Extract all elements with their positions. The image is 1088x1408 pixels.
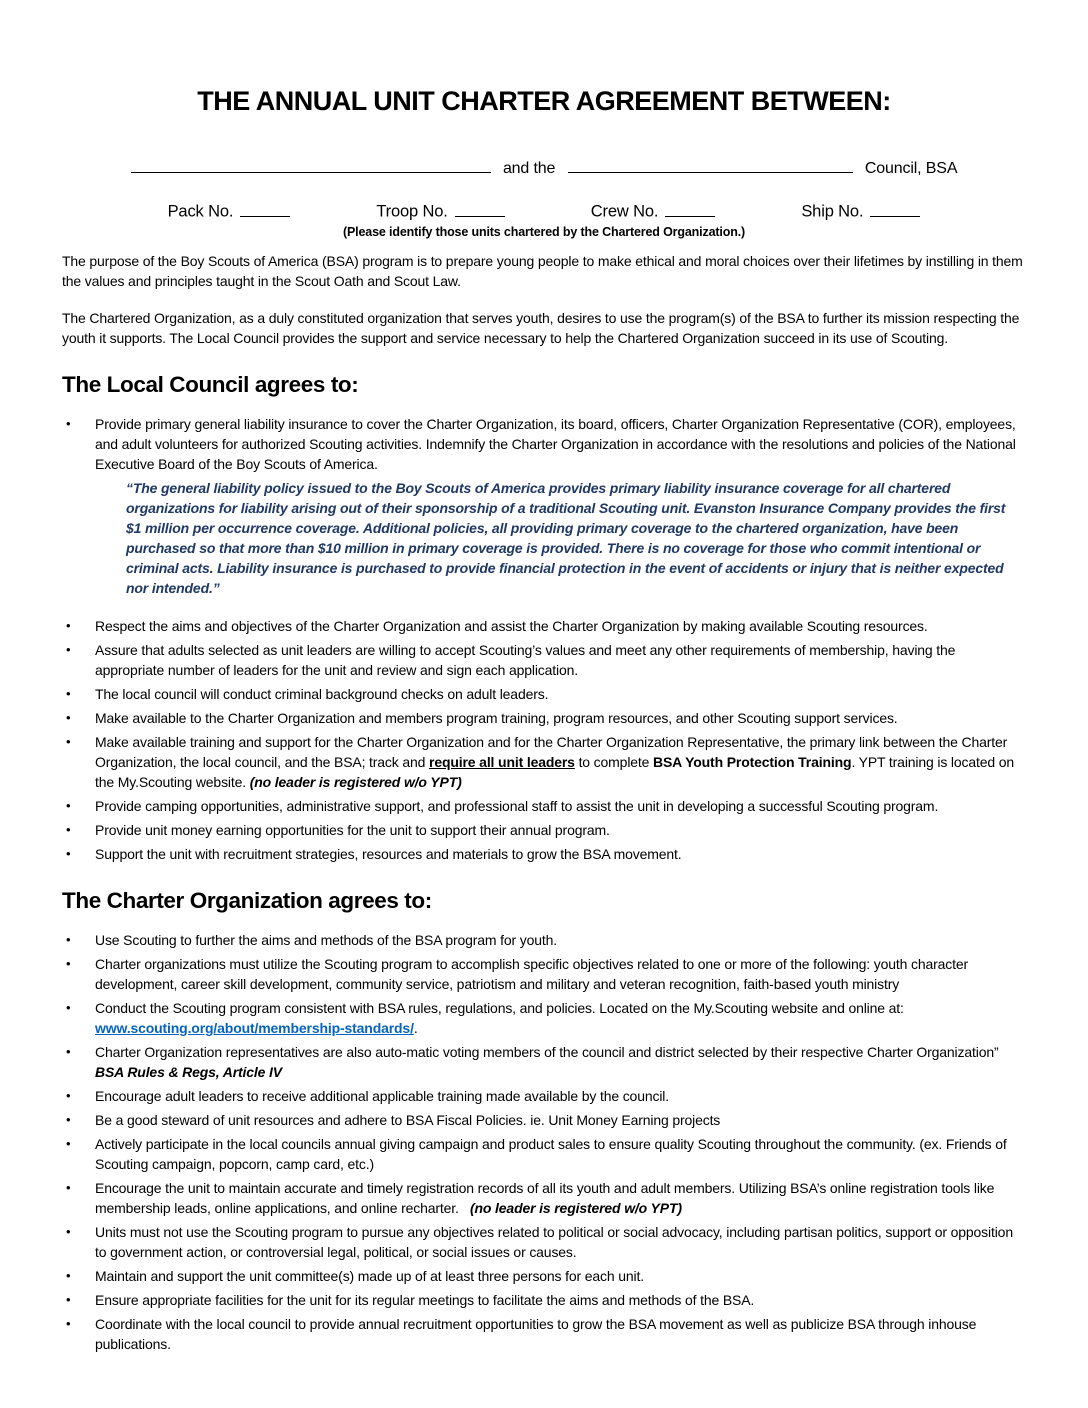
unit-number-field-1	[376, 200, 504, 222]
bullet-text: Respect the aims and objectives of the Charter Organization and assist the Charter Organization by making available Scouting resources.	[95, 617, 928, 634]
sections	[62, 372, 1026, 1354]
bullet-dot-icon: •	[66, 1111, 71, 1127]
bullet-text: BSA Youth Protection Training	[653, 753, 852, 770]
bullet-text: Ensure appropriate facilities for the unit for its regular meetings to facilitate the aims and methods of the BSA.	[95, 1291, 755, 1308]
unit-number-field-2	[591, 200, 716, 222]
bullet-text: Provide unit money earning opportunities for the unit to support their annual program.	[95, 821, 610, 838]
bullet-text: Assure that adults selected as unit leaders are willing to accept Scouting’s values and meet any other requirements of membership, having the appropriate number of leaders for the unit and review and sign each application.	[95, 641, 956, 678]
agreement-section-1	[62, 888, 1026, 1354]
bullet-dot-icon: •	[66, 797, 71, 813]
bullet-dot-icon: •	[66, 845, 71, 861]
unit-number-label: Pack No.	[167, 202, 234, 221]
bullet-text: .	[413, 1019, 418, 1036]
bullet-dot-icon: •	[66, 821, 71, 837]
bullet-dot-icon: •	[66, 931, 71, 947]
bullet-item	[62, 954, 1026, 994]
bullet-item	[62, 1314, 1026, 1354]
bullet-text: Units must not use the Scouting program to pursue any objectives related to political or social advocacy, including partisan politics, support or opposition to government action, or controversial legal, political, or social issues or causes.	[95, 1223, 1013, 1260]
bullet-item	[62, 820, 1026, 840]
bullet-text: Conduct the Scouting program consistent with BSA rules, regulations, and policies. Located on the My.Scouting website and online at:	[95, 999, 904, 1016]
bullet-text: (no leader is registered w/o YPT)	[470, 1199, 682, 1216]
bullet-text: BSA Rules & Regs, Article IV	[95, 1063, 282, 1080]
unit-number-label: Troop No.	[376, 202, 448, 221]
bullet-item	[62, 930, 1026, 950]
bullet-text: (no leader is registered w/o YPT)	[249, 773, 462, 790]
bullet-text: Maintain and support the unit committee(s) made up of at least three persons for each unit.	[95, 1267, 644, 1284]
bullet-text: Charter Organization representatives are also auto-matic voting members of the council and district selected by their respective Charter Organization”	[95, 1043, 999, 1060]
bullet-text: Charter organizations must utilize the Scouting program to accomplish specific objectives related to one or more of the following: youth character development, career skill development, community service, patriotism and military and veteran recognition, faith-based youth ministry	[95, 955, 968, 992]
unit-number-blank[interactable]	[665, 200, 715, 217]
bullet-dot-icon: •	[66, 1315, 71, 1331]
bullet-item	[62, 732, 1026, 792]
intro-paragraph: The purpose of the Boy Scouts of America (BSA) program is to prepare young people to make ethical and moral choices over their lifetimes by instilling in them the values and principles taught in the Scout Oath and Scout Law.	[62, 252, 1023, 289]
membership-standards-link[interactable]: www.scouting.org/about/membership-standards/	[95, 1019, 414, 1036]
bullet-text: Coordinate with the local council to provide annual recruitment opportunities to grow the BSA movement as well as publicize BSA through inhouse publications.	[95, 1315, 977, 1352]
bullet-item	[62, 1222, 1026, 1262]
unit-number-field-0	[168, 200, 291, 222]
bullet-dot-icon: •	[66, 617, 71, 633]
bullet-item	[62, 708, 1026, 728]
liability-insurance-quote: “The general liability policy issued to the Boy Scouts of America provides primary liability insurance coverage for all chartered organizations for liability arising out of their sponsorship of a traditional Scouting unit. Evanston Insurance Company provides the first $1 million per occurrence coverage. Additional policies, all providing primary coverage to the chartered organization, have been purchased so that more than $10 million in primary coverage is provided. There is no coverage for those who commit intentional or criminal acts. Liability insurance is purchased to provide financial protection in the event of accidents or injury that is neither expected nor intended.”	[126, 479, 1006, 596]
bullet-item	[62, 1042, 1026, 1082]
unit-note: (Please identify those units chartered by the Chartered Organization.)	[342, 224, 746, 239]
bullet-dot-icon: •	[66, 999, 71, 1015]
bullet-item	[62, 640, 1026, 680]
bullet-dot-icon: •	[66, 641, 71, 657]
bullet-dot-icon: •	[66, 415, 71, 431]
parties-line	[62, 157, 1026, 178]
bullet-text: Provide camping opportunities, administrative support, and professional staff to assist the unit in developing a successful Scouting program.	[95, 797, 939, 814]
bullet-item	[62, 796, 1026, 816]
bullet-item	[62, 1110, 1026, 1130]
bullet-dot-icon: •	[66, 733, 71, 749]
bullet-text: Make available training and support for the Charter Organization and for the Charter Organization Representative, the primary link between the Charter Organization, the local council, and the BSA; track and	[95, 733, 1008, 770]
bullet-item	[62, 1134, 1026, 1174]
bullet-dot-icon: •	[66, 1267, 71, 1283]
unit-number-label: Ship No.	[801, 202, 864, 221]
bullet-dot-icon: •	[66, 1087, 71, 1103]
bullet-text: Encourage adult leaders to receive additional applicable training made available by the council.	[95, 1087, 669, 1104]
unit-numbers-row	[62, 200, 1026, 222]
bullet-text: Encourage the unit to maintain accurate and timely registration records of all its youth and adult members. Utilizing BSA’s online registration tools like membership leads, online applications, and online recharter.	[95, 1179, 995, 1216]
bullet-dot-icon: •	[66, 955, 71, 971]
bullet-dot-icon: •	[66, 1135, 71, 1151]
bullet-text: The local council will conduct criminal background checks on adult leaders.	[95, 685, 549, 702]
bullet-text: Provide primary general liability insurance to cover the Charter Organization, its board, officers, Charter Organization Representative (COR), employees, and adult volunteers for authorized Scouting activities. Indemnify the Charter Organization in accordance with the resolutions and policies of the National Executive Board of the Boy Scouts of America.	[95, 415, 1016, 472]
intro-paragraphs	[62, 251, 1026, 348]
chartered-org-name-blank[interactable]	[131, 157, 491, 173]
bullet-dot-icon: •	[66, 1179, 71, 1195]
unit-number-blank[interactable]	[240, 200, 290, 217]
bullet-text: Make available to the Charter Organization and members program training, program resources, and other Scouting support services.	[95, 709, 898, 726]
bullet-dot-icon: •	[66, 1291, 71, 1307]
council-name-blank[interactable]	[568, 157, 853, 173]
unit-number-label: Crew No.	[590, 202, 659, 221]
intro-paragraph: The Chartered Organization, as a duly constituted organization that serves youth, desires to use the program(s) of the BSA to further its mission respecting the youth it supports. The Local Council provides the support and service necessary to help the Chartered Organization succeed in its use of Scouting.	[62, 309, 1020, 346]
document-title: THE ANNUAL UNIT CHARTER AGREEMENT BETWEEN:	[197, 86, 891, 116]
bullet-text: Support the unit with recruitment strategies, resources and materials to grow the BSA movement.	[95, 845, 682, 862]
agreement-section-0	[62, 372, 1026, 864]
bullet-dot-icon: •	[66, 1043, 71, 1059]
bullet-item	[62, 414, 1026, 474]
bullet-text: Actively participate in the local councils annual giving campaign and product sales to ensure quality Scouting throughout the community. (ex. Friends of Scouting campaign, popcorn, camp card, etc.)	[95, 1135, 1007, 1172]
parties-connector: and the	[502, 160, 556, 178]
bullet-item	[62, 1086, 1026, 1106]
bullet-text: require all unit leaders	[429, 753, 575, 770]
unit-number-blank[interactable]	[455, 200, 505, 217]
bullet-item	[62, 684, 1026, 704]
bullet-text: to complete	[574, 753, 654, 770]
bullet-dot-icon: •	[66, 685, 71, 701]
unit-number-field-3	[801, 200, 920, 222]
bullet-item	[62, 616, 1026, 636]
unit-number-blank[interactable]	[870, 200, 920, 217]
bullet-item	[62, 1290, 1026, 1310]
bullet-item	[62, 1178, 1026, 1218]
bullet-item	[62, 998, 1026, 1038]
bullet-dot-icon: •	[66, 709, 71, 725]
bullet-dot-icon: •	[66, 1223, 71, 1239]
section-heading: The Charter Organization agrees to:	[62, 887, 432, 913]
bullet-text: . YPT training is located on the My.Scouting website.	[95, 753, 1015, 790]
bullet-item	[62, 1266, 1026, 1286]
section-heading: The Local Council agrees to:	[62, 371, 359, 397]
bullet-item	[62, 844, 1026, 864]
council-suffix: Council, BSA	[864, 160, 958, 178]
bullet-text: Use Scouting to further the aims and methods of the BSA program for youth.	[95, 931, 558, 948]
bullet-text: Be a good steward of unit resources and adhere to BSA Fiscal Policies. ie. Unit Money Earning projects	[95, 1111, 721, 1128]
